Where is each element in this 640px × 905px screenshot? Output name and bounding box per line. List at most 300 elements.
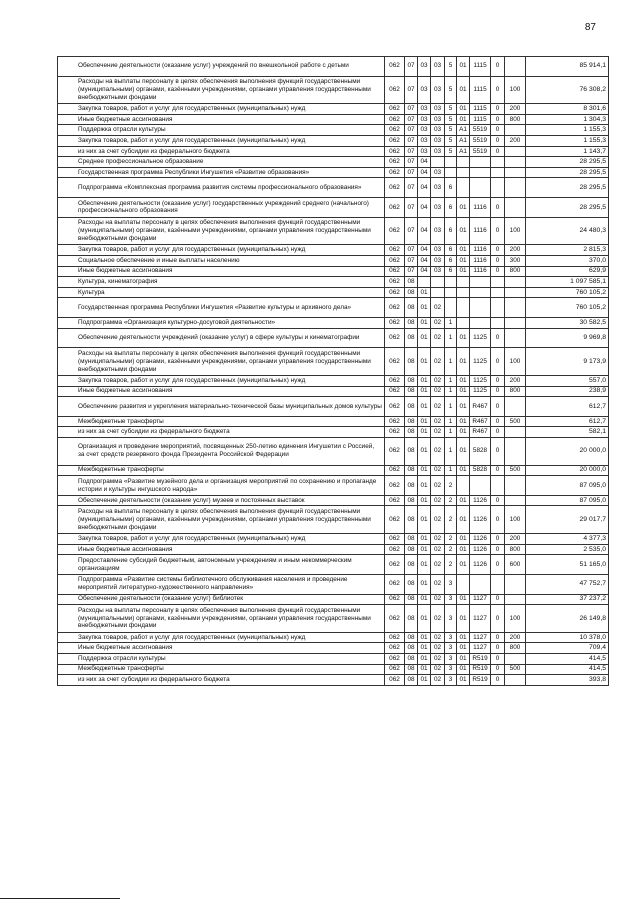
code-program <box>431 157 445 168</box>
code-rz: 08 <box>405 675 418 686</box>
code-event <box>457 476 470 496</box>
table-row <box>58 76 609 104</box>
code-event <box>457 178 470 198</box>
code-rz: 07 <box>405 167 418 178</box>
table-body <box>58 57 609 686</box>
code-vr <box>505 157 526 168</box>
table-row <box>58 318 609 329</box>
table-row <box>58 217 609 245</box>
row-name: Закупка товаров, работ и услуг для государственных (муниципальных) нужд <box>58 534 385 545</box>
code-gr: 062 <box>385 157 405 168</box>
row-amount: 87 095,0 <box>526 495 609 506</box>
code-extra: 0 <box>491 266 505 277</box>
code-rz: 08 <box>405 438 418 466</box>
code-gr: 062 <box>385 605 405 633</box>
code-subprogram: 2 <box>445 555 457 575</box>
code-vr: 800 <box>505 114 526 125</box>
code-rz: 08 <box>405 348 418 376</box>
code-rz: 08 <box>405 277 418 288</box>
row-name: Иные бюджетные ассигнования <box>58 386 385 397</box>
code-program: 02 <box>431 416 445 427</box>
table-row <box>58 416 609 427</box>
code-vr: 200 <box>505 534 526 545</box>
code-extra: 0 <box>491 416 505 427</box>
code-program <box>431 287 445 298</box>
code-rz: 08 <box>405 643 418 654</box>
row-name: из них за счет субсидии из федерального бюджета <box>58 427 385 438</box>
code-subprogram: 3 <box>445 574 457 594</box>
code-gr: 062 <box>385 534 405 545</box>
code-direction: R467 <box>470 397 491 417</box>
code-gr: 062 <box>385 664 405 675</box>
code-direction: 1126 <box>470 534 491 545</box>
code-direction: 1115 <box>470 104 491 115</box>
code-subprogram: 5 <box>445 146 457 157</box>
row-name: Подпрограмма «Организация культурно-досуговой деятельности» <box>58 318 385 329</box>
code-gr: 062 <box>385 146 405 157</box>
row-name: Закупка товаров, работ и услуг для государственных (муниципальных) нужд <box>58 245 385 256</box>
row-name: Подпрограмма «Развитие музейного дела и организация мероприятий по сохранению и пропаганде истории и культуры ингушского народа» <box>58 476 385 496</box>
code-extra: 0 <box>491 198 505 218</box>
code-extra <box>491 287 505 298</box>
code-rz: 08 <box>405 476 418 496</box>
row-amount: 8 301,6 <box>526 104 609 115</box>
code-pr: 01 <box>418 438 431 466</box>
code-event: 01 <box>457 328 470 348</box>
code-extra: 0 <box>491 438 505 466</box>
code-rz: 07 <box>405 114 418 125</box>
table-row <box>58 178 609 198</box>
code-pr: 01 <box>418 544 431 555</box>
code-event: 01 <box>457 427 470 438</box>
row-amount: 760 105,2 <box>526 298 609 318</box>
code-extra <box>491 157 505 168</box>
code-rz: 08 <box>405 287 418 298</box>
code-gr: 062 <box>385 266 405 277</box>
code-gr: 062 <box>385 136 405 147</box>
code-pr: 01 <box>418 654 431 665</box>
row-name: Предоставление субсидий бюджетным, автономным учреждениям и иным некоммерческим организациям <box>58 555 385 575</box>
code-subprogram <box>445 287 457 298</box>
code-program: 02 <box>431 664 445 675</box>
code-rz: 08 <box>405 416 418 427</box>
code-event: 01 <box>457 104 470 115</box>
code-subprogram: 5 <box>445 136 457 147</box>
table-row <box>58 465 609 476</box>
code-vr: 500 <box>505 664 526 675</box>
code-rz: 07 <box>405 76 418 104</box>
row-amount: 20 000,0 <box>526 465 609 476</box>
table-row <box>58 506 609 534</box>
code-event: A1 <box>457 136 470 147</box>
code-pr: 04 <box>418 198 431 218</box>
code-extra: 0 <box>491 146 505 157</box>
code-program: 02 <box>431 534 445 545</box>
row-name: Расходы на выплаты персоналу в целях обеспечения выполнения функций государственными (муниципальными) органами, казёнными учреждениями, органами управления государственными внебюджетными фондами <box>58 217 385 245</box>
table-row <box>58 328 609 348</box>
code-subprogram: 6 <box>445 256 457 267</box>
row-name: Культура <box>58 287 385 298</box>
code-rz: 07 <box>405 57 418 77</box>
code-extra: 0 <box>491 386 505 397</box>
code-program: 03 <box>431 167 445 178</box>
code-rz: 08 <box>405 605 418 633</box>
code-gr: 062 <box>385 104 405 115</box>
code-extra <box>491 318 505 329</box>
row-amount: 612,7 <box>526 397 609 417</box>
code-direction <box>470 178 491 198</box>
code-program <box>431 277 445 288</box>
code-pr: 04 <box>418 256 431 267</box>
code-event: 01 <box>457 114 470 125</box>
code-pr: 01 <box>418 348 431 376</box>
code-pr: 01 <box>418 465 431 476</box>
code-event <box>457 157 470 168</box>
code-subprogram <box>445 277 457 288</box>
code-vr <box>505 318 526 329</box>
code-event: 01 <box>457 506 470 534</box>
code-program: 02 <box>431 328 445 348</box>
row-amount: 76 308,2 <box>526 76 609 104</box>
row-amount: 37 237,2 <box>526 594 609 605</box>
code-direction: 1127 <box>470 605 491 633</box>
code-extra: 0 <box>491 534 505 545</box>
code-direction: 1116 <box>470 256 491 267</box>
code-direction <box>470 298 491 318</box>
row-amount: 370,0 <box>526 256 609 267</box>
table-row <box>58 594 609 605</box>
code-extra: 0 <box>491 594 505 605</box>
code-gr: 062 <box>385 397 405 417</box>
code-event: 01 <box>457 534 470 545</box>
row-name: из них за счет субсидии из федерального бюджета <box>58 146 385 157</box>
code-direction <box>470 318 491 329</box>
code-extra: 0 <box>491 104 505 115</box>
row-amount: 9 173,9 <box>526 348 609 376</box>
code-gr: 062 <box>385 256 405 267</box>
code-vr: 600 <box>505 555 526 575</box>
row-name: Поддержка отрасли культуры <box>58 125 385 136</box>
code-event: 01 <box>457 198 470 218</box>
code-subprogram: 1 <box>445 465 457 476</box>
code-event: 01 <box>457 675 470 686</box>
code-vr <box>505 574 526 594</box>
code-subprogram: 3 <box>445 675 457 686</box>
code-subprogram <box>445 167 457 178</box>
code-event: 01 <box>457 375 470 386</box>
code-direction: 1115 <box>470 57 491 77</box>
table-row <box>58 495 609 506</box>
row-amount: 29 017,7 <box>526 506 609 534</box>
code-pr: 04 <box>418 245 431 256</box>
code-rz: 07 <box>405 136 418 147</box>
code-extra: 0 <box>491 654 505 665</box>
code-extra <box>491 574 505 594</box>
code-event: 01 <box>457 397 470 417</box>
code-subprogram: 3 <box>445 654 457 665</box>
code-subprogram: 6 <box>445 178 457 198</box>
code-subprogram: 1 <box>445 328 457 348</box>
code-rz: 07 <box>405 178 418 198</box>
code-program: 02 <box>431 605 445 633</box>
code-vr <box>505 146 526 157</box>
code-event <box>457 318 470 329</box>
code-gr: 062 <box>385 57 405 77</box>
row-name: Государственная программа Республики Ингушетия «Развитие образования» <box>58 167 385 178</box>
row-name: Обеспечение деятельности (оказание услуг) государственных учреждений среднего (начального) профессионального образования <box>58 198 385 218</box>
code-event: 01 <box>457 632 470 643</box>
row-amount: 4 377,3 <box>526 534 609 545</box>
code-gr: 062 <box>385 198 405 218</box>
code-pr: 01 <box>418 664 431 675</box>
row-amount: 2 535,0 <box>526 544 609 555</box>
row-name: Закупка товаров, работ и услуг для государственных (муниципальных) нужд <box>58 136 385 147</box>
code-vr: 200 <box>505 136 526 147</box>
code-pr: 04 <box>418 167 431 178</box>
code-direction: 1115 <box>470 114 491 125</box>
table-row <box>58 256 609 267</box>
code-extra: 0 <box>491 114 505 125</box>
code-pr: 01 <box>418 298 431 318</box>
code-direction: 1116 <box>470 266 491 277</box>
code-subprogram: 2 <box>445 495 457 506</box>
row-amount: 85 914,1 <box>526 57 609 77</box>
row-name: Культура, кинематография <box>58 277 385 288</box>
code-program: 02 <box>431 476 445 496</box>
code-pr: 01 <box>418 675 431 686</box>
code-vr <box>505 57 526 77</box>
code-program: 02 <box>431 375 445 386</box>
row-name: Расходы на выплаты персоналу в целях обеспечения выполнения функций государственными (муниципальными) органами, казёнными учреждениями, органами управления государственными внебюджетными фондами <box>58 348 385 376</box>
code-rz: 08 <box>405 555 418 575</box>
page-number: 87 <box>584 22 596 33</box>
code-rz: 07 <box>405 125 418 136</box>
code-direction: 1126 <box>470 495 491 506</box>
code-pr: 03 <box>418 104 431 115</box>
code-vr <box>505 594 526 605</box>
code-program: 03 <box>431 245 445 256</box>
code-extra <box>491 277 505 288</box>
code-program: 03 <box>431 57 445 77</box>
code-extra: 0 <box>491 245 505 256</box>
table-row <box>58 167 609 178</box>
code-extra: 0 <box>491 555 505 575</box>
row-name: Закупка товаров, работ и услуг для государственных (муниципальных) нужд <box>58 632 385 643</box>
code-pr: 01 <box>418 328 431 348</box>
code-pr: 01 <box>418 495 431 506</box>
code-program: 02 <box>431 594 445 605</box>
code-vr: 100 <box>505 348 526 376</box>
table-row <box>58 298 609 318</box>
code-gr: 062 <box>385 438 405 466</box>
code-vr <box>505 427 526 438</box>
code-subprogram: 1 <box>445 416 457 427</box>
table-row <box>58 605 609 633</box>
code-direction: 1115 <box>470 76 491 104</box>
code-pr: 01 <box>418 555 431 575</box>
row-name: Организация и проведение мероприятий, посвященных 250-летию единения Ингушетии с Россией, за счет средств резервного фонда Президента Российской Федерации <box>58 438 385 466</box>
code-direction: 1126 <box>470 544 491 555</box>
table-row <box>58 125 609 136</box>
code-subprogram: 3 <box>445 664 457 675</box>
code-rz: 07 <box>405 256 418 267</box>
code-extra: 0 <box>491 605 505 633</box>
code-event: A1 <box>457 125 470 136</box>
code-program: 02 <box>431 654 445 665</box>
row-name: Обеспечение деятельности учреждений (оказание услуг) в сфере культуры и кинематографии <box>58 328 385 348</box>
code-pr: 03 <box>418 136 431 147</box>
code-vr: 200 <box>505 375 526 386</box>
code-subprogram: 1 <box>445 318 457 329</box>
code-subprogram: 1 <box>445 438 457 466</box>
row-name: Иные бюджетные ассигнования <box>58 266 385 277</box>
code-subprogram: 1 <box>445 375 457 386</box>
code-program: 02 <box>431 675 445 686</box>
code-pr: 01 <box>418 534 431 545</box>
code-subprogram: 6 <box>445 245 457 256</box>
code-gr: 062 <box>385 76 405 104</box>
code-gr: 062 <box>385 217 405 245</box>
code-program: 03 <box>431 146 445 157</box>
code-rz: 07 <box>405 146 418 157</box>
code-subprogram: 5 <box>445 125 457 136</box>
row-amount: 414,5 <box>526 664 609 675</box>
code-event: 01 <box>457 495 470 506</box>
code-pr: 01 <box>418 397 431 417</box>
code-extra: 0 <box>491 427 505 438</box>
code-vr <box>505 287 526 298</box>
code-direction: 1125 <box>470 375 491 386</box>
code-gr: 062 <box>385 318 405 329</box>
code-vr: 200 <box>505 104 526 115</box>
code-subprogram: 1 <box>445 348 457 376</box>
code-event <box>457 574 470 594</box>
code-program: 02 <box>431 555 445 575</box>
code-pr <box>418 277 431 288</box>
code-rz: 08 <box>405 506 418 534</box>
code-vr: 500 <box>505 416 526 427</box>
table-row <box>58 287 609 298</box>
row-name: Межбюджетные трансферты <box>58 416 385 427</box>
code-pr: 01 <box>418 632 431 643</box>
code-pr: 01 <box>418 476 431 496</box>
code-rz: 07 <box>405 157 418 168</box>
code-event: A1 <box>457 146 470 157</box>
code-rz: 08 <box>405 654 418 665</box>
table-row <box>58 476 609 496</box>
table-row <box>58 654 609 665</box>
code-direction: 5828 <box>470 438 491 466</box>
code-direction: 5828 <box>470 465 491 476</box>
code-rz: 08 <box>405 328 418 348</box>
code-gr: 062 <box>385 675 405 686</box>
table-row <box>58 386 609 397</box>
code-vr <box>505 328 526 348</box>
code-rz: 08 <box>405 544 418 555</box>
code-rz: 08 <box>405 574 418 594</box>
code-event: 01 <box>457 605 470 633</box>
code-vr: 100 <box>505 76 526 104</box>
table-row <box>58 555 609 575</box>
code-event: 01 <box>457 217 470 245</box>
code-gr: 062 <box>385 594 405 605</box>
code-event <box>457 277 470 288</box>
code-rz: 07 <box>405 266 418 277</box>
table-row <box>58 198 609 218</box>
row-name: Обеспечение деятельности (оказание услуг) учреждений по внешкольной работе с детьми <box>58 57 385 77</box>
code-subprogram: 5 <box>445 104 457 115</box>
code-subprogram: 2 <box>445 506 457 534</box>
code-subprogram: 2 <box>445 476 457 496</box>
code-pr: 01 <box>418 386 431 397</box>
row-amount: 28 295,5 <box>526 198 609 218</box>
code-event: 01 <box>457 555 470 575</box>
table-row <box>58 57 609 77</box>
code-program: 02 <box>431 506 445 534</box>
code-subprogram: 3 <box>445 594 457 605</box>
code-rz: 08 <box>405 495 418 506</box>
code-program: 03 <box>431 104 445 115</box>
code-event: 01 <box>457 245 470 256</box>
row-name: Социальное обеспечение и иные выплаты населению <box>58 256 385 267</box>
code-event: 01 <box>457 266 470 277</box>
scan-edge-line <box>0 898 120 899</box>
code-direction: 1116 <box>470 245 491 256</box>
row-amount: 1 143,7 <box>526 146 609 157</box>
row-amount: 393,8 <box>526 675 609 686</box>
row-amount: 28 295,5 <box>526 178 609 198</box>
code-rz: 08 <box>405 375 418 386</box>
code-vr <box>505 178 526 198</box>
code-rz: 08 <box>405 386 418 397</box>
table-row <box>58 534 609 545</box>
code-gr: 062 <box>385 125 405 136</box>
code-program: 03 <box>431 198 445 218</box>
code-program: 02 <box>431 465 445 476</box>
code-extra <box>491 298 505 318</box>
row-amount: 47 752,7 <box>526 574 609 594</box>
table-row <box>58 245 609 256</box>
code-program: 02 <box>431 318 445 329</box>
code-extra <box>491 476 505 496</box>
code-rz: 07 <box>405 104 418 115</box>
code-vr <box>505 495 526 506</box>
code-gr: 062 <box>385 632 405 643</box>
code-extra: 0 <box>491 375 505 386</box>
row-name: Закупка товаров, работ и услуг для государственных (муниципальных) нужд <box>58 375 385 386</box>
code-pr: 03 <box>418 114 431 125</box>
code-vr <box>505 438 526 466</box>
code-subprogram: 1 <box>445 397 457 417</box>
code-extra: 0 <box>491 506 505 534</box>
row-amount: 1 097 585,1 <box>526 277 609 288</box>
code-pr: 01 <box>418 287 431 298</box>
code-subprogram: 3 <box>445 643 457 654</box>
code-gr: 062 <box>385 544 405 555</box>
row-name: Иные бюджетные ассигнования <box>58 643 385 654</box>
code-vr <box>505 277 526 288</box>
code-program: 03 <box>431 125 445 136</box>
code-direction <box>470 476 491 496</box>
code-event: 01 <box>457 544 470 555</box>
code-direction: 1126 <box>470 506 491 534</box>
code-vr: 100 <box>505 506 526 534</box>
code-pr: 03 <box>418 125 431 136</box>
table-row <box>58 348 609 376</box>
row-name: Обеспечение развития и укрепления материально-технической базы муниципальных домов культуры <box>58 397 385 417</box>
row-name: Подпрограмма «Комплексная программа развития системы профессионального образования» <box>58 178 385 198</box>
table-row <box>58 664 609 675</box>
